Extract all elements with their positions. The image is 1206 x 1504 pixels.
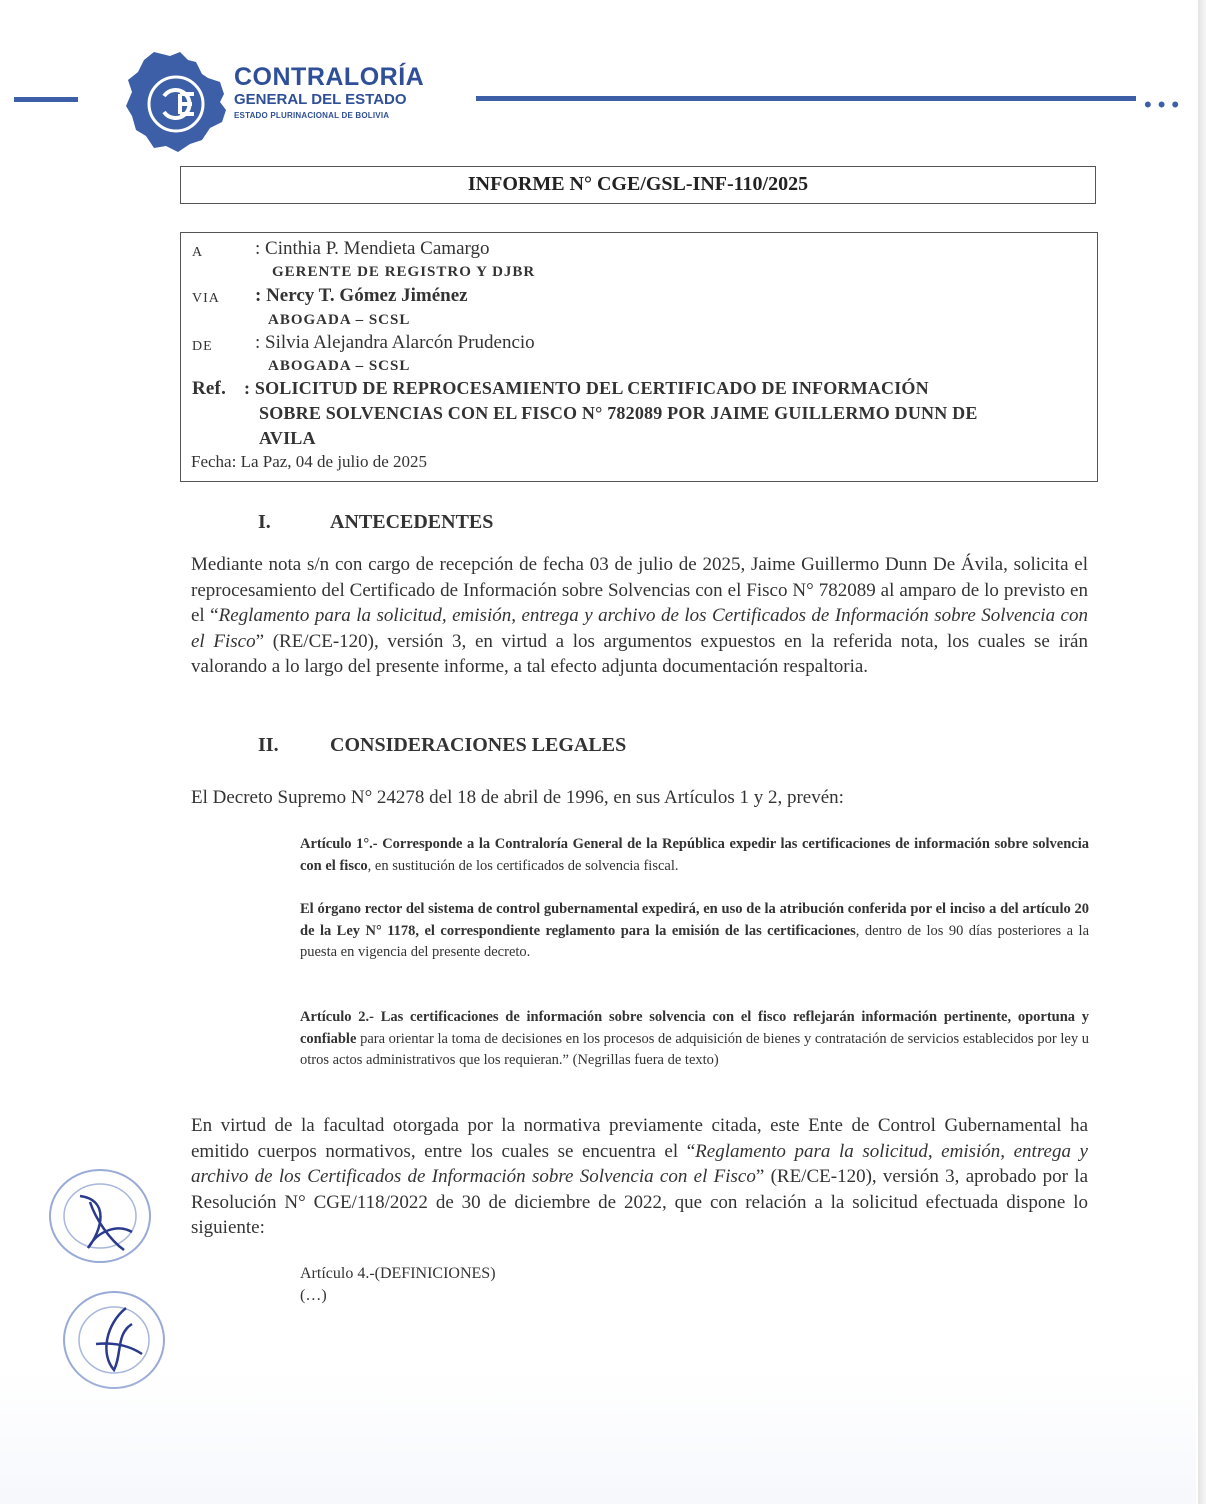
section-number: I. — [258, 511, 271, 533]
header-rule-left — [14, 97, 78, 102]
paragraph-facultad — [191, 1113, 1088, 1241]
scan-shadow — [0, 1370, 1196, 1504]
section-heading-consideraciones — [258, 734, 626, 757]
paragraph-text: En virtud de la facultad otorgada por la normativa previamente citada, este Ente de Control Gubernamental ha emitido cuerpos normativos, entre los cuales se encuentra el “ — [191, 1115, 1088, 1162]
from-label: DE — [192, 339, 213, 354]
header-dots: ••• — [1144, 92, 1186, 117]
ellipsis: (…) — [300, 1287, 327, 1304]
paragraph-text: Mediante nota s/n con cargo de recepción de fecha 03 de julio de 2025, Jaime Guillermo Dunn De Ávila, solicita el reprocesamiento del Certificado de Información sobre Solvencias con el Fisco N° 782089 al amparo de lo previsto en el “ — [191, 554, 1088, 627]
report-title: INFORME N° CGE/GSL-INF-110/2025 — [180, 166, 1096, 204]
quote-bold-text: Artículo 2.- Las certificaciones de información sobre solvencia con el fisco reflejarán información pertinente, oportuna y confiable — [300, 1009, 1089, 1047]
header-rule-right — [476, 96, 1136, 101]
memo-header-box — [180, 232, 1098, 482]
ref-line-3: AVILA — [259, 428, 316, 448]
regulation-title: Reglamento para la solicitud, emisión, entrega y archivo de los Certificados de Información sobre Solvencia con el Fisco — [191, 1140, 1088, 1188]
quote-bold-text: El órgano rector del sistema de control gubernamental expedirá, en uso de la atribución conferida por el inciso a del artículo 20 de la Ley N° 1178, el correspondiente reglamento para la emisión de las certificaciones — [300, 901, 1089, 939]
logo-line-2: GENERAL DEL ESTADO — [234, 91, 407, 108]
memo-date: Fecha: La Paz, 04 de julio de 2025 — [191, 452, 428, 471]
section-heading-antecedentes — [258, 511, 493, 534]
article-4-heading: Artículo 4.-(DEFINICIONES) — [300, 1265, 496, 1282]
section-title: CONSIDERACIONES LEGALES — [330, 734, 627, 756]
quote-text: , dentro de los 90 días posteriores a la puesta en vigencia del presente decreto. — [300, 922, 1089, 960]
paragraph-decreto: El Decreto Supremo N° 24278 del 18 de abril de 1996, en sus Artículos 1 y 2, prevén: — [191, 787, 844, 808]
cge-emblem-icon — [124, 48, 230, 154]
via-label: VIA — [192, 291, 220, 306]
to-role: GERENTE DE REGISTRO Y DJBR — [272, 264, 536, 280]
quote-article-2 — [300, 1007, 1089, 1072]
quote-text: , en sustitución de los certificados de solvencia fiscal. — [367, 857, 679, 874]
quote-bold-text: Artículo 1°.- Corresponde a la Contraloría General de la República expedir las certificaciones de información sobre solvencia con el fisco — [300, 836, 1089, 874]
quote-text: para orientar la toma de decisiones en los procesos de adquisición de bienes y contratación de servicios establecidos por ley u otros actos administrativos que los requieran.” (Negrillas fuera de texto) — [300, 1030, 1089, 1068]
logo-line-3: ESTADO PLURINACIONAL DE BOLIVIA — [234, 111, 390, 120]
via-role: ABOGADA – SCSL — [268, 312, 411, 328]
from-name: : Silvia Alejandra Alarcón Prudencio — [255, 332, 535, 353]
to-name: : Cinthia P. Mendieta Camargo — [255, 238, 490, 259]
page-edge — [1198, 0, 1206, 1504]
paragraph-text: ” (RE/CE-120), versión 3, en virtud a los argumentos expuestos en la referida nota, los cuales se irán valorando a lo largo del presente informe, a tal efecto adjunta documentación respaltoria. — [191, 630, 1088, 678]
section-title: ANTECEDENTES — [330, 511, 494, 533]
section-number: II. — [258, 734, 279, 756]
via-name: : Nercy T. Gómez Jiménez — [255, 285, 468, 306]
quote-organo-rector — [300, 899, 1089, 964]
logo-text — [234, 64, 424, 123]
ref-label: Ref. — [192, 378, 227, 399]
stamp-signature-icon — [40, 1160, 160, 1272]
ref-line-1: : SOLICITUD DE REPROCESAMIENTO DEL CERTIFICADO DE INFORMACIÓN — [244, 378, 929, 398]
logo-line-1: CONTRALORÍA — [234, 63, 425, 91]
from-role: ABOGADA – SCSL — [268, 358, 411, 374]
regulation-title: Reglamento para la solicitud, emisión, entrega y archivo de los Certificados de Información sobre Solvencia con el Fisco — [191, 605, 1088, 652]
quote-article-1 — [300, 834, 1089, 877]
paragraph-antecedentes — [191, 552, 1088, 680]
ref-line-2: SOBRE SOLVENCIAS CON EL FISCO N° 782089 POR JAIME GUILLERMO DUNN DE — [259, 403, 978, 423]
to-label: A — [192, 245, 204, 260]
paragraph-text: ” (RE/CE-120), versión 3, aprobado por la Resolución N° CGE/118/2022 de 30 de diciembre de 2022, que con relación a la solicitud efectuada dispone lo siguiente: — [191, 1166, 1088, 1239]
